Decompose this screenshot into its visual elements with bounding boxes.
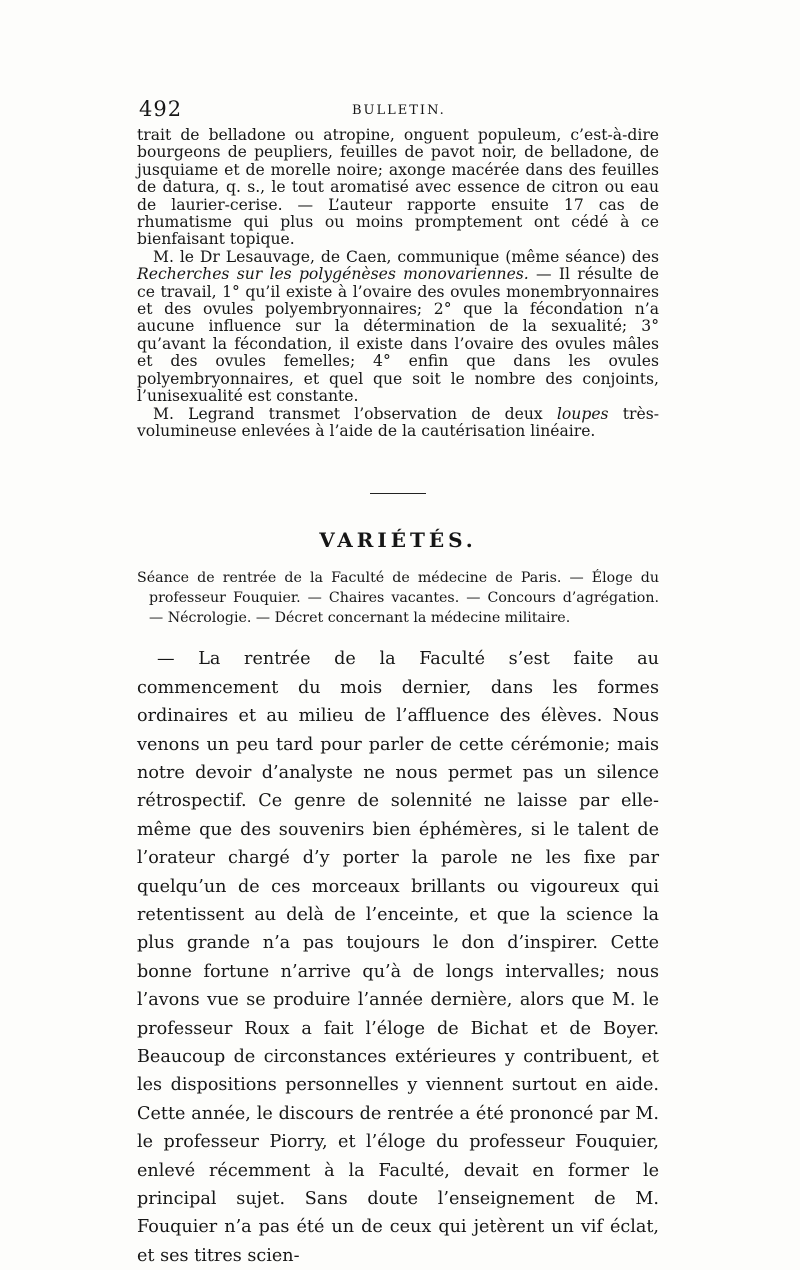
legrand-intro: M. Legrand transmet l’observation de deux bbox=[153, 404, 543, 423]
legrand-rest: très-volumineuse enlevées à l’aide de la cautérisation linéaire. bbox=[137, 404, 659, 440]
section-summary: Séance de rentrée de la Faculté de médecine de Paris. — Éloge du professeur Fouquier. — Chaires vacantes. — Concours d’agrégation. — Nécrologie. — Décret concernant la médecine militaire. bbox=[137, 570, 659, 627]
divider-rule bbox=[370, 493, 426, 494]
section-divider bbox=[137, 440, 659, 528]
lesauvage-work-title: Recherches sur les polygénèses monovariennes. bbox=[137, 265, 529, 284]
page-number: 492 bbox=[139, 97, 183, 121]
lesauvage-intro: M. le Dr Lesauvage, de Caen, communique (même séance) des bbox=[153, 247, 659, 266]
bulletin-section bbox=[137, 127, 659, 440]
section-title: VARIÉTÉS. bbox=[319, 528, 477, 553]
legrand-italic-term: loupes bbox=[556, 404, 609, 423]
page-header bbox=[137, 97, 659, 127]
page bbox=[137, 97, 659, 1270]
bulletin-paragraph-rhumatisme: trait de belladone ou atropine, onguent populeum, c’est-à-dire bourgeons de peupliers, feuilles de pavot noir, de belladone, de jusquiame et de morelle noire; axonge macérée dans des feuilles de datura, q. s., le tout aromatisé avec essence de citron ou eau de laurier-cerise. — L’auteur rapporte ensuite 17 cas de rhumatisme qui plus ou moins promptement ont cédé à ce bienfaisant topique. bbox=[137, 126, 659, 249]
bulletin-paragraph-lesauvage bbox=[137, 249, 659, 406]
bulletin-paragraph-legrand bbox=[137, 406, 659, 441]
section-body: — La rentrée de la Faculté s’est faite au commencement du mois dernier, dans les formes ordinaires et au milieu de l’affluence des élèves. Nous venons un peu tard pour parler de cette cérémonie; mais notre devoir d’analyste ne nous permet pas un silence rétrospectif. Ce genre de solennité ne laisse par elle-même que des souvenirs bien éphémères, si le talent de l’orateur chargé d’y porter la parole ne les fixe par quelqu’un de ces morceaux brillants ou vigoureux qui retentissent au delà de l’enceinte, et que la science la plus grande n’a pas toujours le don d’inspirer. Cette bonne fortune n’arrive qu’à de longs intervalles; nous l’avons vue se produire l’année dernière, alors que M. le professeur Roux a fait l’éloge de Bichat et de Boyer. Beaucoup de circonstances extérieures y contribuent, et les dispositions personnelles y viennent surtout en aide. Cette année, le discours de rentrée a été prononcé par M. le professeur Piorry, et l’éloge du professeur Fouquier, enlevé récemment à la Faculté, devait en former le principal sujet. Sans doute l’enseignement de M. Fouquier n’a pas été un de ceux qui jetèrent un vif éclat, et ses titres scien- bbox=[137, 649, 659, 1266]
running-title: BULLETIN. bbox=[352, 103, 446, 118]
lesauvage-findings: — Il résulte de ce travail, 1° qu’il existe à l’ovaire des ovules monembryonnaires et des ovules polyembryonnaires; 2° que la fécondation n’a aucune influence sur la détermination de la sexualité; 3° qu’avant la fécondation, il existe dans l’ovaire des ovules mâles et des ovules femelles; 4° enfin que dans les ovules polyembryonnaires, et quel que soit le nombre des conjoints, l’unisexualité est constante. bbox=[137, 265, 659, 406]
